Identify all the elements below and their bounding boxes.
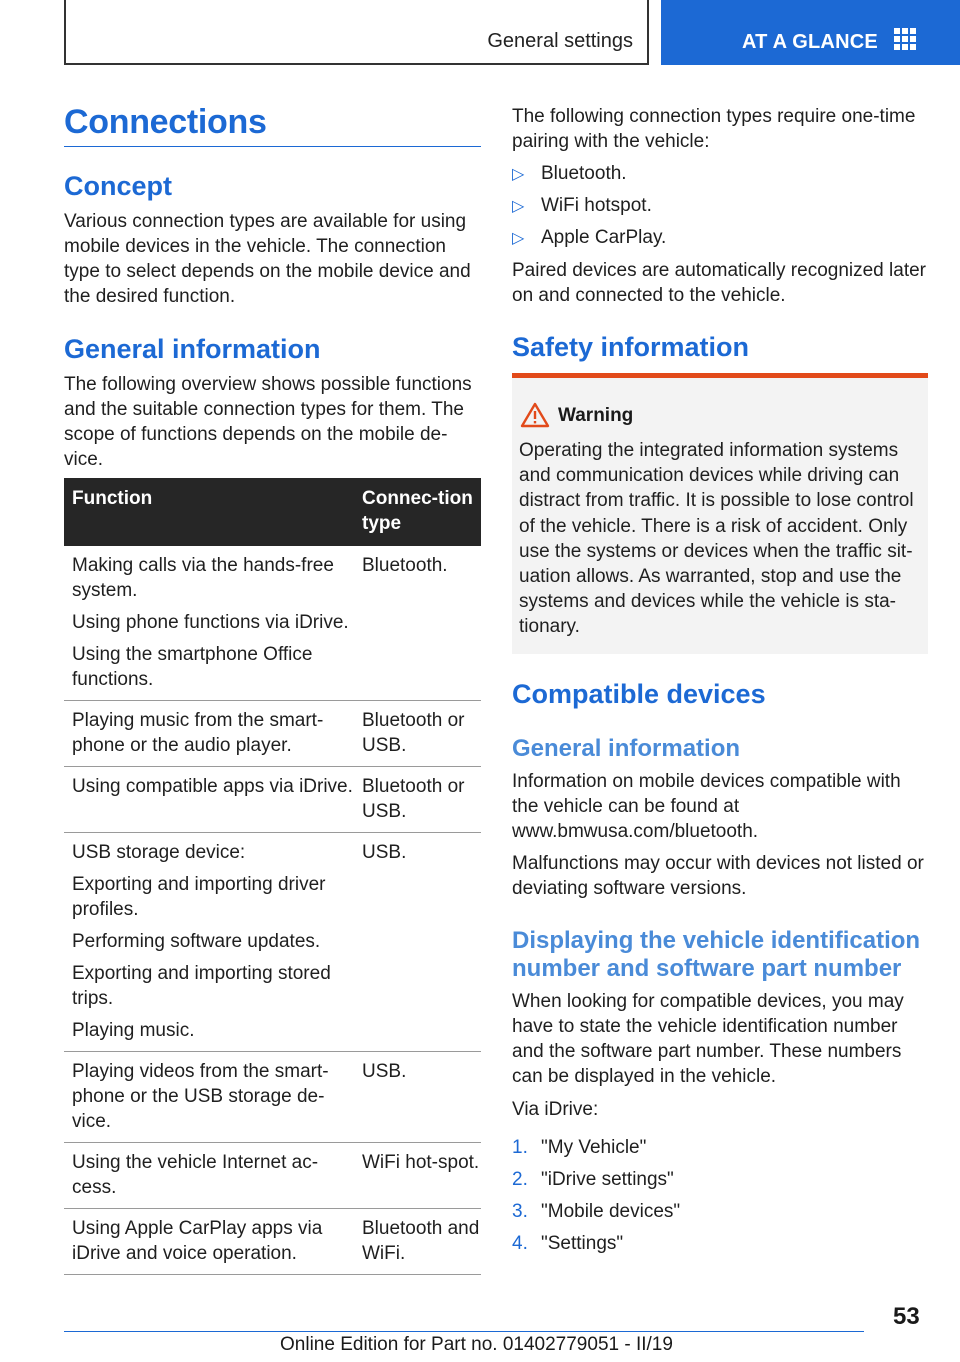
list-item bbox=[512, 1135, 646, 1160]
pairing-intro: The following connection types require one-time pairing with the vehicle: bbox=[512, 106, 916, 152]
type-cell: Bluetooth or USB. bbox=[354, 767, 481, 833]
type-cell: Bluetooth or USB. bbox=[354, 701, 481, 767]
compatible-subheading: General information bbox=[512, 735, 741, 762]
via-idrive: Via iDrive: bbox=[512, 1099, 599, 1120]
table-row bbox=[64, 1052, 481, 1143]
header-chapter-label: AT A GLANCE bbox=[742, 31, 878, 53]
table-row bbox=[64, 546, 481, 701]
bullet-triangle-icon: ▷ bbox=[512, 166, 525, 183]
function-line: Using the smartphone Office functions. bbox=[72, 644, 313, 690]
list-item bbox=[512, 1199, 680, 1224]
table-header-row bbox=[64, 478, 481, 546]
list-item bbox=[512, 1167, 674, 1192]
footer-edition: Online Edition for Part no. 01402779051 - II/19 bbox=[280, 1334, 673, 1355]
function-line: Using compatible apps via iDrive. bbox=[72, 776, 353, 797]
step-label: "Settings" bbox=[541, 1233, 624, 1254]
step-number: 2. bbox=[512, 1169, 528, 1190]
function-line: Playing videos from the smart‐phone or the USB storage de‐vice. bbox=[72, 1061, 329, 1132]
concept-heading: Concept bbox=[64, 171, 172, 201]
compatible-text-1: Information on mobile devices compatible with the vehicle can be found at www.bmwusa.com/bluetooth. bbox=[512, 771, 901, 842]
function-line: Making calls via the hands-free system. bbox=[72, 555, 334, 601]
step-number: 4. bbox=[512, 1233, 528, 1254]
function-cell bbox=[64, 701, 354, 767]
list-item bbox=[512, 225, 666, 251]
step-number: 1. bbox=[512, 1137, 528, 1158]
step-label: "iDrive settings" bbox=[541, 1169, 674, 1190]
function-line: Using the vehicle Internet ac‐cess. bbox=[72, 1152, 319, 1198]
function-line: Playing music from the smart‐phone or the audio player. bbox=[72, 710, 324, 756]
col-header-type: Connec‐tion type bbox=[354, 478, 481, 546]
list-item-label: Bluetooth. bbox=[541, 163, 627, 184]
function-cell bbox=[64, 833, 354, 1052]
list-item bbox=[512, 1231, 623, 1256]
function-line: Exporting and importing stored trips. bbox=[72, 963, 331, 1009]
type-cell: USB. bbox=[354, 1052, 481, 1143]
list-item bbox=[512, 161, 627, 187]
step-label: "My Vehicle" bbox=[541, 1137, 647, 1158]
function-line: Performing software updates. bbox=[72, 931, 321, 952]
type-cell: Bluetooth. bbox=[354, 546, 481, 701]
type-cell: WiFi hot‐spot. bbox=[354, 1143, 481, 1209]
table-row bbox=[64, 1209, 481, 1275]
step-number: 3. bbox=[512, 1201, 528, 1222]
compatible-text-2: Malfunctions may occur with devices not listed or deviating software versions. bbox=[512, 853, 924, 899]
warning-triangle-icon bbox=[520, 402, 550, 428]
list-item bbox=[512, 193, 652, 219]
general-info-heading: General information bbox=[64, 334, 321, 364]
connection-table bbox=[64, 478, 481, 1275]
general-info-text: The following overview shows possible functions and the suitable connection types for them. The scope of functions depends on the mobile de‐vice. bbox=[64, 374, 472, 470]
footer-rule bbox=[64, 1331, 864, 1332]
table-row bbox=[64, 1143, 481, 1209]
function-cell bbox=[64, 546, 354, 701]
function-line: Playing music. bbox=[72, 1020, 195, 1041]
header-section-box bbox=[64, 0, 649, 65]
table-row bbox=[64, 701, 481, 767]
function-cell bbox=[64, 1052, 354, 1143]
grid-icon bbox=[894, 28, 916, 50]
vin-heading-line: Displaying the vehicle identification bbox=[512, 927, 921, 954]
table-row bbox=[64, 767, 481, 833]
list-item-label: WiFi hotspot. bbox=[541, 195, 652, 216]
function-line: USB storage device: bbox=[72, 842, 246, 863]
safety-heading: Safety information bbox=[512, 332, 750, 362]
page-title: Connections bbox=[64, 103, 267, 141]
function-cell bbox=[64, 1209, 354, 1275]
function-cell bbox=[64, 767, 354, 833]
type-cell: Bluetooth and WiFi. bbox=[354, 1209, 481, 1275]
function-cell bbox=[64, 1143, 354, 1209]
table-row bbox=[64, 833, 481, 1052]
step-label: "Mobile devices" bbox=[541, 1201, 681, 1222]
warning-box bbox=[512, 373, 928, 654]
header-chapter-tab[interactable] bbox=[661, 0, 960, 65]
compatible-heading: Compatible devices bbox=[512, 679, 766, 709]
col-header-function: Function bbox=[64, 478, 354, 546]
vin-heading bbox=[512, 927, 942, 983]
header-section-label: General settings bbox=[487, 30, 633, 52]
vin-text: When looking for compatible devices, you may have to state the vehicle identification number and the software part number. These numbers can be displayed in the vehicle. bbox=[512, 991, 904, 1087]
function-line: Exporting and importing driver profiles. bbox=[72, 874, 326, 920]
title-rule bbox=[64, 146, 481, 147]
page-number: 53 bbox=[893, 1303, 920, 1330]
function-line: Using Apple CarPlay apps via iDrive and voice operation. bbox=[72, 1218, 323, 1264]
list-item-label: Apple CarPlay. bbox=[541, 227, 667, 248]
concept-text: Various connection types are available for using mobile devices in the vehicle. The connection type to select depends on the mobile device and the desired function. bbox=[64, 211, 471, 307]
vin-heading-line: number and software part number bbox=[512, 955, 902, 982]
warning-text: Operating the integrated information systems and communication devices while driving can distract from traffic. It is possible to lose control of the vehicle. There is a risk of accident. Only use the systems or devices when the traffic sit‐uation allows. As warranted, stop and use the systems and devices while the vehicle is sta‐tionary. bbox=[519, 440, 914, 638]
function-line: Using phone functions via iDrive. bbox=[72, 612, 349, 633]
bullet-triangle-icon: ▷ bbox=[512, 198, 525, 215]
warning-title: Warning bbox=[558, 405, 634, 426]
pairing-outro: Paired devices are automatically recognized later on and connected to the vehicle. bbox=[512, 260, 926, 306]
bullet-triangle-icon: ▷ bbox=[512, 230, 525, 247]
type-cell: USB. bbox=[354, 833, 481, 1052]
